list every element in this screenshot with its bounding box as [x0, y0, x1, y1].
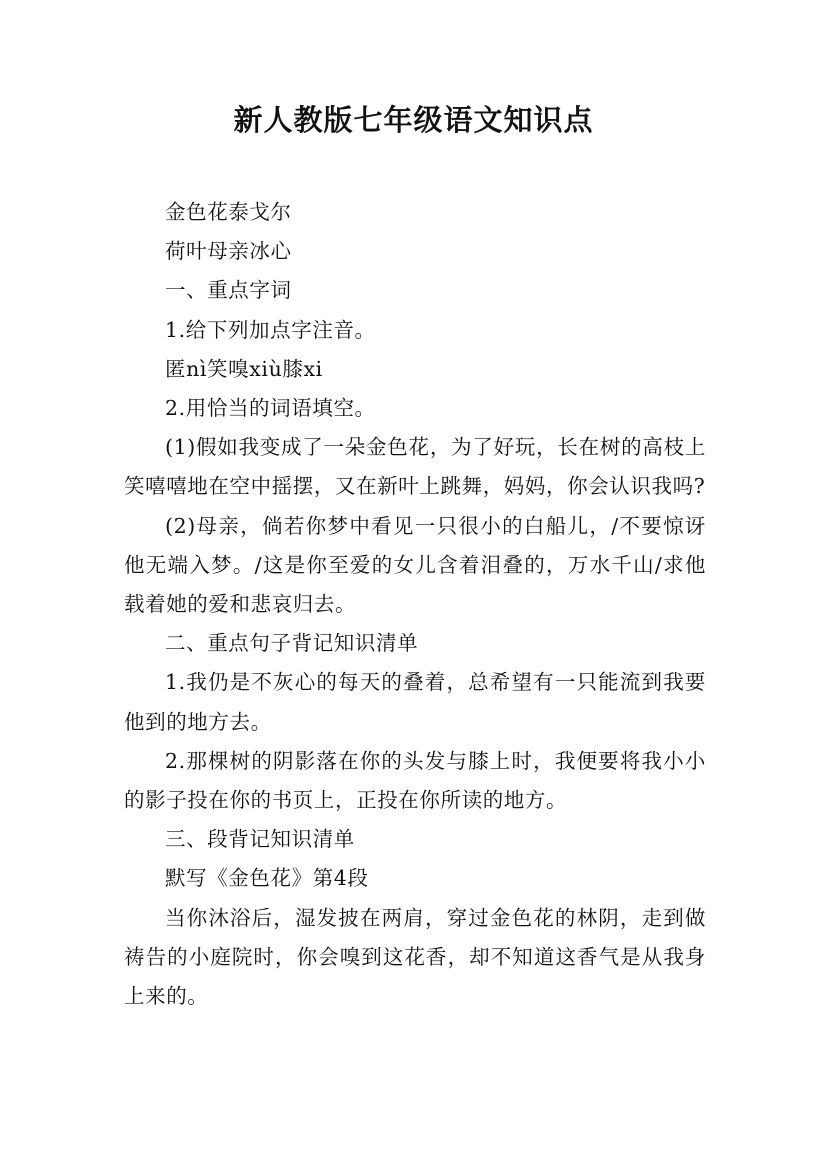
key-sentence-2: 2.那棵树的阴影落在你的头发与膝上时，我便要将我小小的影子投在你的书页上，正投在你所读的地方。 [124, 748, 706, 813]
question-2: 2.用恰当的词语填空。 [165, 396, 376, 421]
text-line-author-1: 金色花泰戈尔 [165, 200, 292, 224]
key-sentence-1: 1.我仍是不灰心的每天的叠着，总希望有一只能流到我要他到的地方去。 [124, 670, 706, 734]
document-body [124, 193, 706, 1016]
dictation-instruction: 默写《金色花》第4段 [165, 866, 369, 891]
pinyin-line: 匿nì笑嗅xiù膝xi [165, 356, 323, 381]
question-1: 1.给下列加点字注音。 [165, 317, 376, 342]
text-line-author-2: 荷叶母亲冰心 [165, 239, 292, 264]
document-title: 新人教版七年级语文知识点 [233, 103, 594, 137]
paragraph-excerpt-1: (1)假如我变成了一朵金色花，为了好玩，长在树的高枝上笑嘻嘻地在空中摇摆，又在新叶上跳舞，妈妈，你会认识我吗? [124, 435, 706, 499]
paragraph-excerpt-2: (2)母亲，倘若你梦中看见一只很小的白船儿，/不要惊讶他无端入梦。/这是你至爱的女儿含着泪叠的，万水千山/求他载着她的爱和悲哀归去。 [124, 513, 706, 617]
section-heading-3: 三、段背记知识清单 [165, 827, 355, 852]
paragraph-excerpt-3: 当你沐浴后，湿发披在两肩，穿过金色花的林阴，走到做祷告的小庭院时，你会嗅到这花香，却不知道这香气是从我身上来的。 [124, 905, 706, 1009]
section-heading-2: 二、重点句子背记知识清单 [165, 631, 419, 656]
section-heading-1: 一、重点字词 [165, 278, 292, 303]
